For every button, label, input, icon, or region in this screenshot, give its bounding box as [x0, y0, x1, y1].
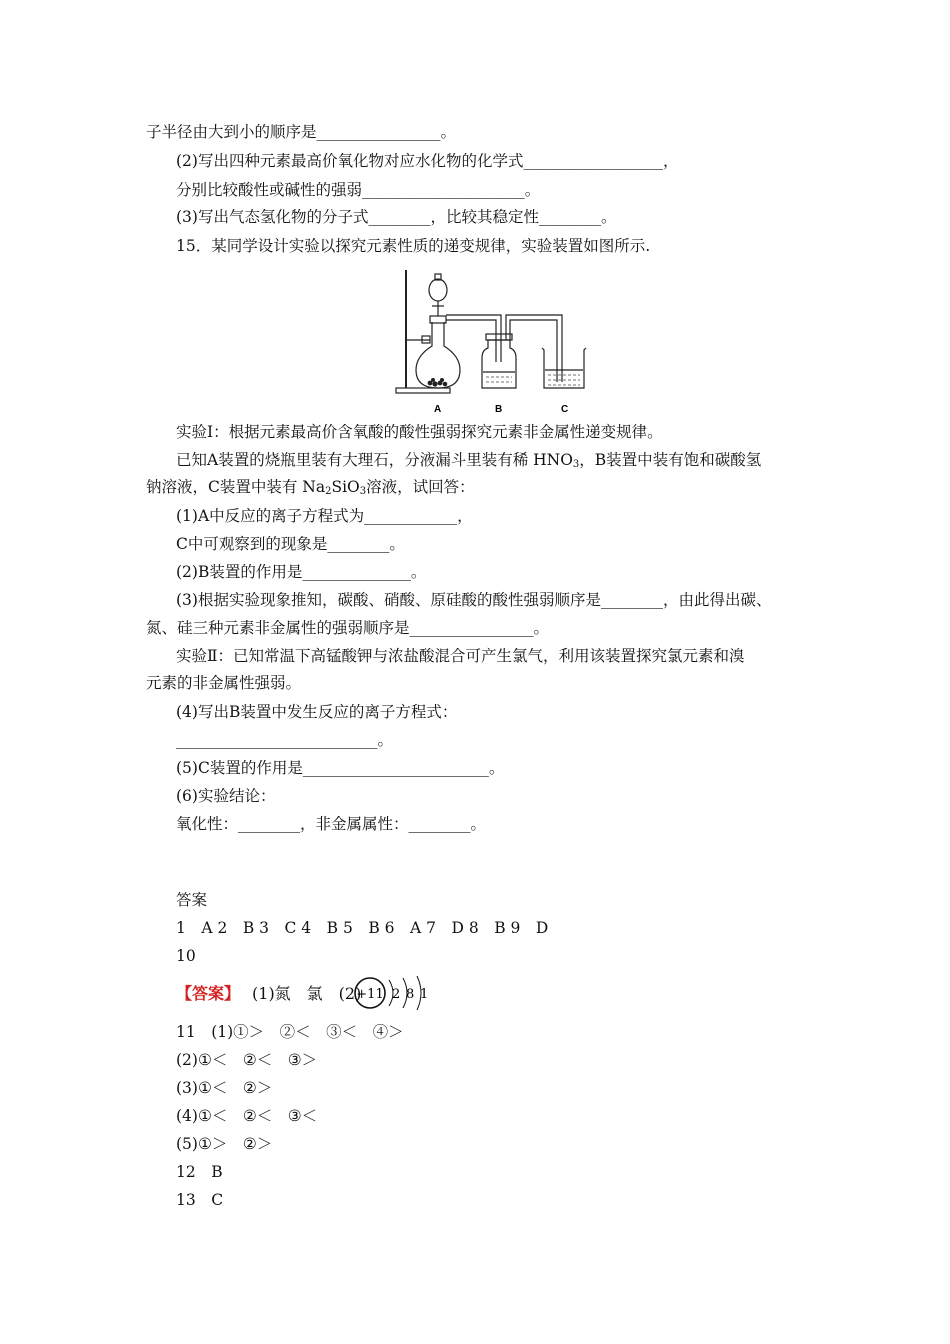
apparatus-diagram — [392, 264, 598, 418]
part-4: (4)写出B装置中发生反应的离子方程式： — [176, 703, 458, 721]
answer-13: 13 C — [176, 1191, 224, 1209]
part-1b: C中可观察到的现象是________。 — [176, 535, 405, 553]
label-b: B — [495, 404, 503, 415]
part-4b: __________________________。 — [176, 731, 394, 749]
answer-12: 12 B — [176, 1163, 223, 1181]
nucleus-charge: +11 — [356, 987, 384, 1002]
answer-10: 【答案】 (1)氮 氯 (2) — [176, 984, 362, 1003]
shell-3: 1 — [420, 987, 429, 1002]
answer-11-2: (2)①＜ ②＜ ③＞ — [176, 1051, 318, 1069]
part-5: (5)C装置的作用是________________________。 — [176, 759, 505, 777]
q14-line-3: 分别比较酸性或碱性的强弱_____________________。 — [176, 181, 541, 199]
answers-row-2: 10 — [176, 947, 196, 965]
label-c: C — [561, 404, 569, 415]
part-2: (2)B装置的作用是______________。 — [176, 563, 427, 581]
answer-11-1: 11 (1)①＞ ②＜ ③＜ ④＞ — [176, 1023, 404, 1041]
q14-line-2: (2)写出四种元素最高价氧化物对应水化物的化学式__________________， — [176, 152, 679, 170]
exp2-line-1: 实验Ⅱ：已知常温下高锰酸钾与浓盐酸混合可产生氯气，利用该装置探究氯元素和溴 — [176, 647, 745, 665]
shell-2: 8 — [406, 987, 415, 1002]
q15-intro: 15．某同学设计实验以探究元素性质的递变规律，实验装置如图所示. — [176, 237, 651, 255]
part-3: (3)根据实验现象推知，碳酸、硝酸、原硅酸的酸性强弱顺序是________，由此得出碳、 — [176, 591, 772, 609]
q14-line-1: 子半径由大到小的顺序是________________。 — [146, 123, 457, 141]
part-3b: 氮、硅三种元素非金属性的强弱顺序是________________。 — [146, 619, 550, 637]
part-6b: 氧化性：________，非金属属性：________。 — [176, 815, 487, 833]
part-6: (6)实验结论： — [176, 787, 276, 805]
answer-11-4: (4)①＜ ②＜ ③＜ — [176, 1107, 318, 1125]
answers-row-1: 1 A 2 B 3 C 4 B 5 B 6 A 7 D 8 B 9 D — [176, 919, 549, 937]
known-line-1: 已知A装置的烧瓶里装有大理石，分液漏斗里装有稀 $HNO_3$，B装置中装有饱和碳酸氢 — [176, 451, 762, 470]
atom-structure-diagram — [352, 972, 452, 1014]
answers-title: 答案 — [176, 891, 208, 909]
answer-11-5: (5)①＞ ②＞ — [176, 1135, 273, 1153]
shell-1: 2 — [392, 987, 401, 1002]
label-a: A — [434, 404, 442, 415]
answer-11-3: (3)①＜ ②＞ — [176, 1079, 273, 1097]
exp1-title: 实验Ⅰ：根据元素最高价含氧酸的酸性强弱探究元素非金属性递变规律。 — [176, 423, 663, 441]
exp2-line-2: 元素的非金属性强弱。 — [146, 674, 302, 692]
part-1: (1)A中反应的离子方程式为____________， — [176, 507, 473, 525]
answer-tag: 【答案】 — [176, 984, 241, 1003]
q14-line-4: (3)写出气态氢化物的分子式________，比较其稳定性________。 — [176, 208, 617, 226]
known-line-2: 钠溶液，C装置中装有 $Na_2SiO_3$溶液，试回答： — [146, 478, 475, 497]
